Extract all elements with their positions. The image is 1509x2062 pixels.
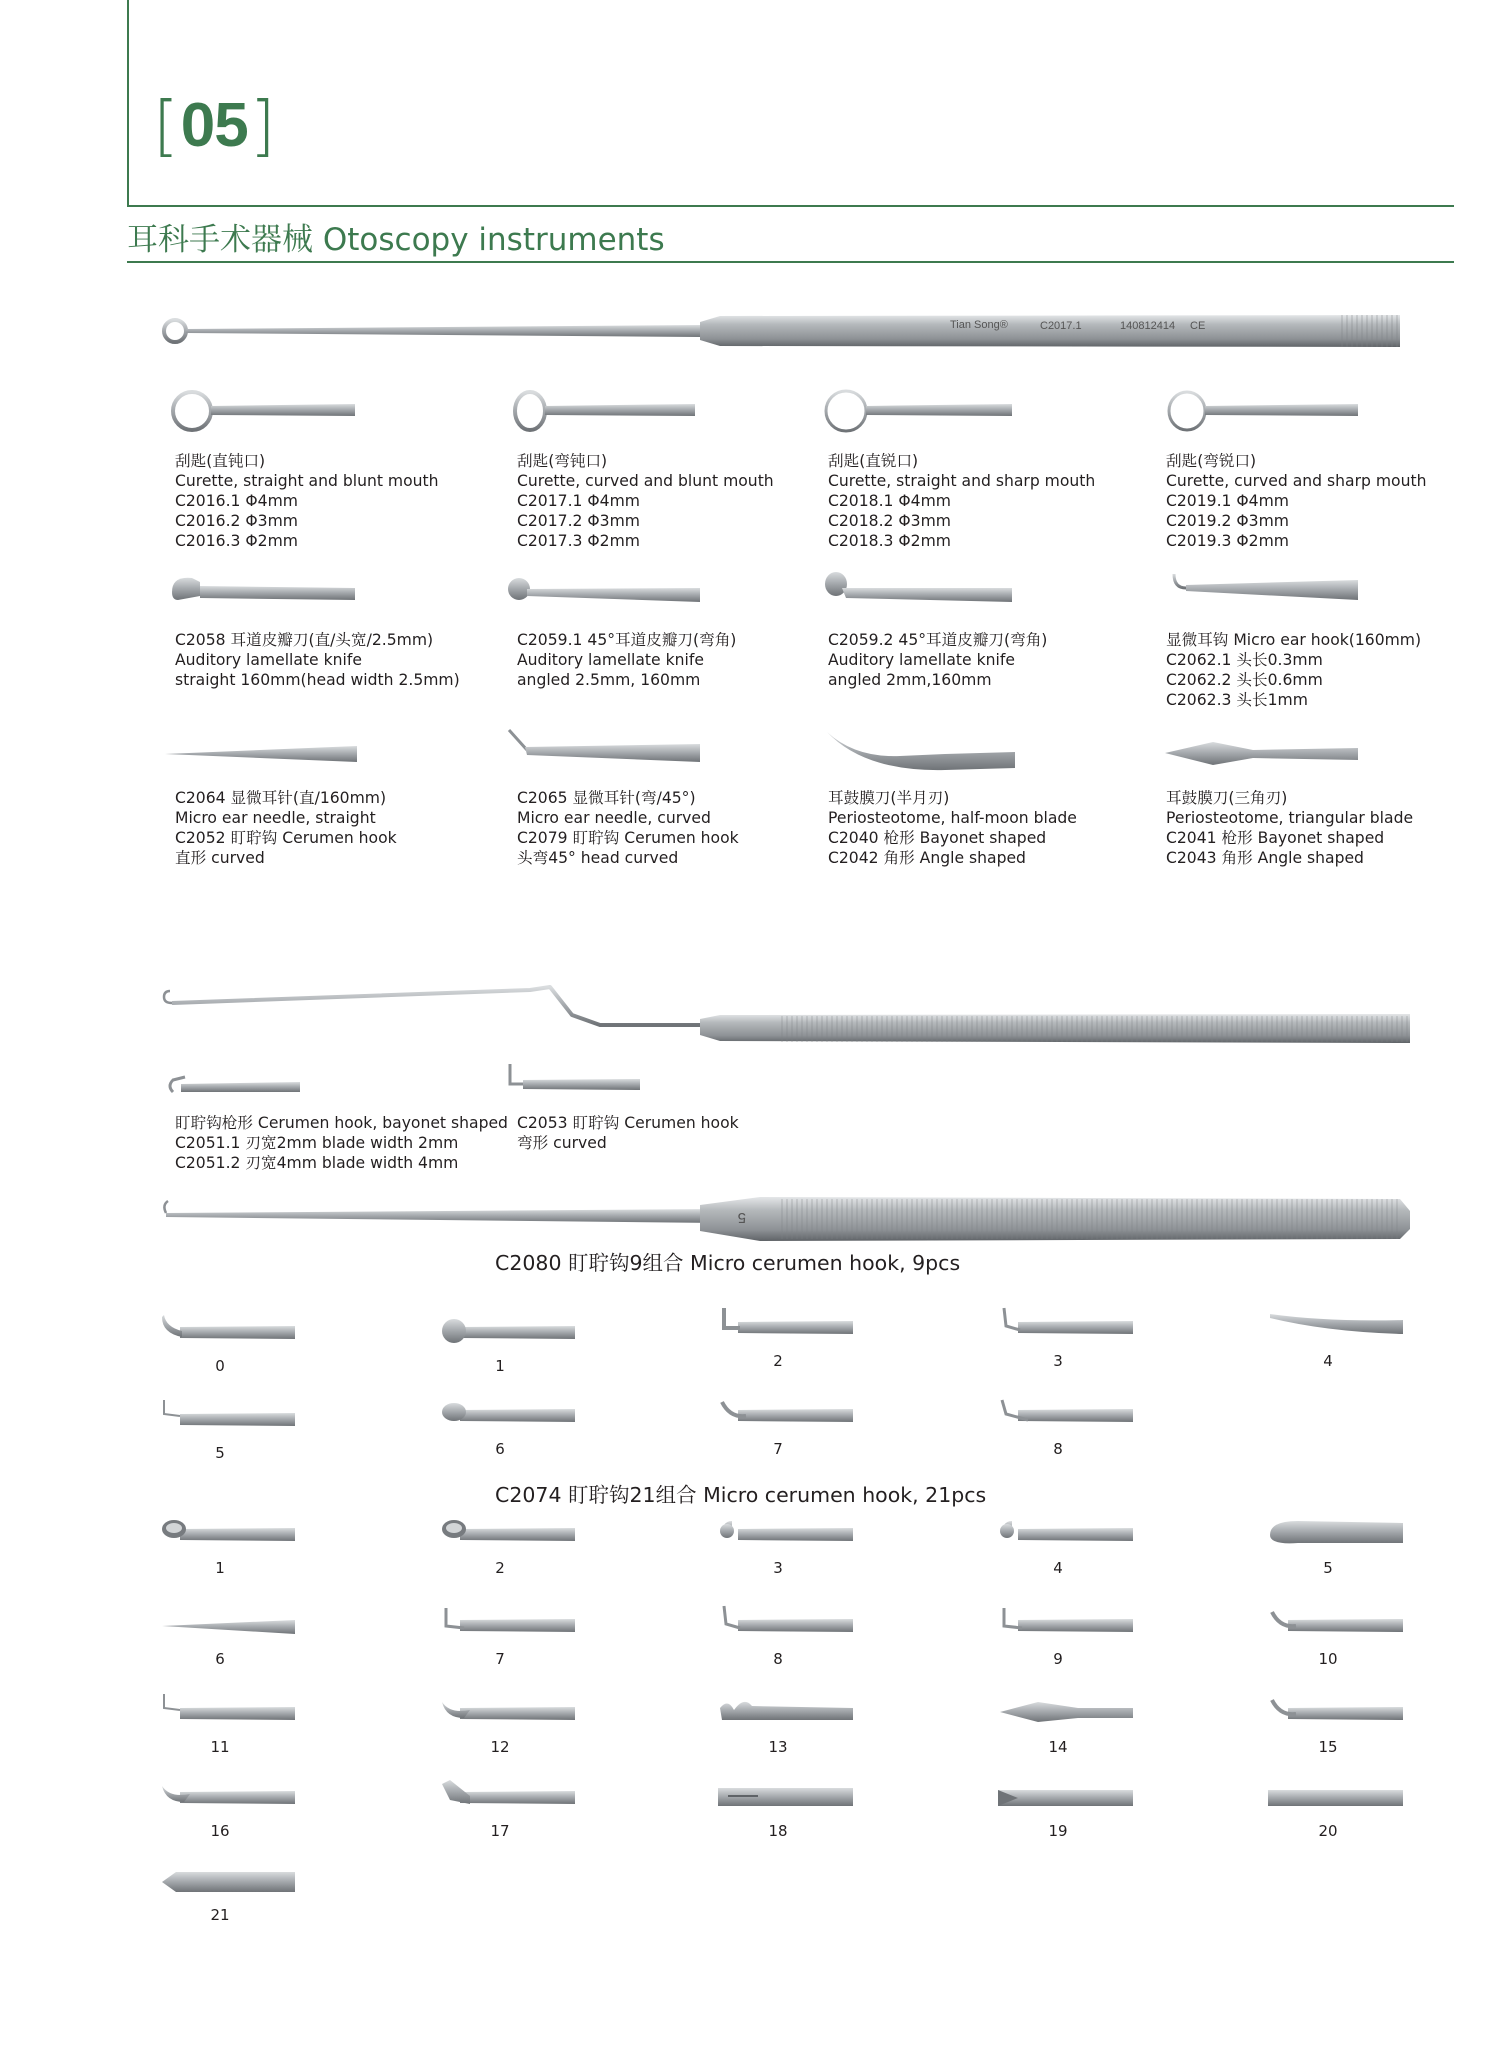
- set21-tip-image: [440, 1606, 575, 1644]
- item-line: C2058 耳道皮瓣刀(直/头宽/2.5mm): [175, 631, 434, 649]
- chapter-number: 05: [180, 91, 248, 160]
- lamellate-knife-angled-2-image: [822, 570, 1012, 608]
- set9-title: C2080 盯聍钩9组合 Micro cerumen hook, 9pcs: [495, 1251, 961, 1275]
- set9-label: 7: [773, 1440, 783, 1458]
- item-periosteotome-triangular: [1166, 788, 1413, 868]
- micro-ear-hook-image: [1172, 570, 1358, 606]
- cerumen-hook-curved-tip-image: [505, 1062, 640, 1096]
- item-line: 刮匙(直钝口): [175, 452, 266, 470]
- header-vertical-rule: [127, 0, 129, 207]
- set21-label: 8: [773, 1650, 783, 1668]
- set9-tip-image: [718, 1396, 853, 1434]
- set9-label: 2: [773, 1352, 783, 1370]
- item-curette-straight-blunt: [175, 451, 439, 551]
- item-line: angled 2mm,160mm: [828, 671, 992, 689]
- set9-label: 4: [1323, 1352, 1333, 1370]
- item-line: Curette, straight and blunt mouth: [175, 472, 439, 490]
- item-line: Periosteotome, half-moon blade: [828, 809, 1077, 827]
- item-line: 耳鼓膜刀(半月刃): [828, 789, 950, 807]
- set21-tip-image: [1268, 1694, 1403, 1732]
- periosteotome-half-moon-image: [825, 728, 1015, 774]
- item-line: 头弯45° head curved: [517, 849, 679, 867]
- set21-label: 2: [495, 1559, 505, 1577]
- item-line: Auditory lamellate knife: [175, 651, 362, 669]
- set21-title: C2074 盯聍钩21组合 Micro cerumen hook, 21pcs: [495, 1483, 987, 1507]
- set9-tip-image: [440, 1313, 575, 1351]
- set21-tip-image: [1268, 1515, 1403, 1553]
- item-line: Micro ear needle, straight: [175, 809, 376, 827]
- item-line: C2018.3 Φ2mm: [828, 532, 951, 550]
- set21-tip-image: [998, 1778, 1133, 1816]
- set21-label: 15: [1318, 1738, 1338, 1756]
- set9-tip-image: [160, 1313, 295, 1351]
- item-line: 刮匙(弯钝口): [517, 452, 608, 470]
- set21-label: 13: [768, 1738, 788, 1756]
- set21-label: 19: [1048, 1822, 1068, 1840]
- item-line: C2016.2 Φ3mm: [175, 512, 298, 530]
- set21-label: 11: [210, 1738, 230, 1756]
- item-line: C2017.3 Φ2mm: [517, 532, 640, 550]
- set21-label: 5: [1323, 1559, 1333, 1577]
- item-line: C2018.2 Φ3mm: [828, 512, 951, 530]
- set21-tip-image: [1268, 1778, 1403, 1816]
- item-micro-ear-needle-curved: [517, 788, 739, 868]
- set21-label: 18: [768, 1822, 788, 1840]
- set21-tip-image: [160, 1694, 295, 1732]
- handle-brand: Tian Song®: [950, 319, 1008, 331]
- item-line: Periosteotome, triangular blade: [1166, 809, 1414, 827]
- item-lamellate-knife-straight: [175, 630, 460, 690]
- item-line: 直形 curved: [175, 849, 265, 867]
- item-line: C2062.3 头长1mm: [1166, 691, 1308, 709]
- set21-tip-image: [718, 1515, 853, 1553]
- curette-curved-blunt-image: [510, 388, 695, 434]
- item-line: C2053 盯聍钩 Cerumen hook: [517, 1114, 739, 1132]
- item-line: C2017.1 Φ4mm: [517, 492, 640, 510]
- item-lamellate-knife-angled-25: [517, 630, 736, 690]
- set21-tip-image: [718, 1694, 853, 1732]
- item-line: C2019.3 Φ2mm: [1166, 532, 1289, 550]
- item-curette-curved-sharp: [1166, 451, 1426, 551]
- curette-full-image: [160, 308, 1420, 354]
- set21-tip-image: [1268, 1606, 1403, 1644]
- handle-model: C2017.1: [1040, 320, 1082, 332]
- set21-label: 17: [490, 1822, 510, 1840]
- set9-label: 3: [1053, 1352, 1063, 1370]
- curette-curved-sharp-image: [1163, 388, 1358, 434]
- item-curette-straight-sharp: [828, 451, 1095, 551]
- set21-tip-image: [718, 1606, 853, 1644]
- item-line: 耳鼓膜刀(三角刃): [1166, 789, 1288, 807]
- cerumen-hook-bayonet-tip-image: [165, 1070, 300, 1098]
- item-line: Micro ear needle, curved: [517, 809, 711, 827]
- set21-label: 1: [215, 1559, 225, 1577]
- item-line: 盯聍钩枪形 Cerumen hook, bayonet shaped: [175, 1114, 508, 1132]
- item-line: C2042 角形 Angle shaped: [828, 849, 1026, 867]
- item-line: C2051.2 刃宽4mm blade width 4mm: [175, 1154, 459, 1172]
- chapter-bracket-open: [: [153, 87, 179, 164]
- set9-tip-image: [998, 1308, 1133, 1346]
- item-line: 弯形 curved: [517, 1134, 607, 1152]
- set21-label: 14: [1048, 1738, 1068, 1756]
- set9-label: 8: [1053, 1440, 1063, 1458]
- set21-tip-image: [998, 1606, 1133, 1644]
- item-micro-ear-needle-straight: [175, 788, 397, 868]
- item-line: C2062.2 头长0.6mm: [1166, 671, 1323, 689]
- page-title: 耳科手术器械 Otoscopy instruments: [127, 222, 665, 258]
- handle-lot: 140812414: [1120, 320, 1176, 332]
- header-rule-top: [127, 205, 1454, 207]
- set21-tip-image: [998, 1515, 1133, 1553]
- item-line: C2019.1 Φ4mm: [1166, 492, 1289, 510]
- item-line: C2065 显微耳针(弯/45°): [517, 789, 696, 807]
- set21-label: 10: [1318, 1650, 1338, 1668]
- item-line: C2040 枪形 Bayonet shaped: [828, 829, 1047, 847]
- set9-tip-image: [440, 1396, 575, 1434]
- curette-straight-blunt-image: [170, 388, 355, 434]
- item-line: C2016.1 Φ4mm: [175, 492, 298, 510]
- chapter-bracket-close: ]: [249, 87, 276, 164]
- item-line: C2018.1 Φ4mm: [828, 492, 951, 510]
- set21-label: 4: [1053, 1559, 1063, 1577]
- micro-ear-needle-curved-image: [505, 728, 700, 766]
- set9-label: 0: [215, 1357, 225, 1375]
- set9-tip-image: [1268, 1308, 1403, 1346]
- set21-label: 3: [773, 1559, 783, 1577]
- item-line: 显微耳钩 Micro ear hook(160mm): [1166, 631, 1422, 649]
- set9-label: 6: [495, 1440, 505, 1458]
- set21-label: 20: [1318, 1822, 1338, 1840]
- item-line: C2079 盯聍钩 Cerumen hook: [517, 829, 739, 847]
- set9-tip-image: [160, 1400, 295, 1438]
- item-cerumen-hook-curved: [517, 1113, 739, 1153]
- hook-handle-mark: 5: [737, 1209, 746, 1226]
- item-line: C2017.2 Φ3mm: [517, 512, 640, 530]
- lamellate-knife-angled-25-image: [505, 572, 700, 608]
- set9-label: 5: [215, 1444, 225, 1462]
- item-line: Auditory lamellate knife: [517, 651, 704, 669]
- cerumen-hook-bayonet-full-image: [160, 975, 1420, 1050]
- lamellate-knife-straight-image: [170, 572, 355, 608]
- item-periosteotome-half-moon: [828, 788, 1077, 868]
- set21-tip-image: [440, 1694, 575, 1732]
- item-line: 刮匙(弯锐口): [1166, 452, 1257, 470]
- handle-ce-mark: CE: [1190, 320, 1206, 332]
- item-cerumen-hook-bayonet: [175, 1113, 508, 1173]
- item-line: C2051.1 刃宽2mm blade width 2mm: [175, 1134, 459, 1152]
- set21-tip-image: [160, 1862, 295, 1900]
- item-line: C2059.1 45°耳道皮瓣刀(弯角): [517, 631, 737, 649]
- item-line: Curette, straight and sharp mouth: [828, 472, 1096, 490]
- set21-label: 9: [1053, 1650, 1063, 1668]
- curette-straight-sharp-image: [822, 388, 1012, 434]
- set21-label: 6: [215, 1650, 225, 1668]
- item-line: C2019.2 Φ3mm: [1166, 512, 1289, 530]
- item-line: Auditory lamellate knife: [828, 651, 1015, 669]
- item-line: 刮匙(直锐口): [828, 452, 919, 470]
- item-line: angled 2.5mm, 160mm: [517, 671, 701, 689]
- item-line: Curette, curved and blunt mouth: [517, 472, 774, 490]
- set21-label: 12: [490, 1738, 510, 1756]
- periosteotome-triangular-image: [1163, 738, 1358, 768]
- item-micro-ear-hook: [1166, 630, 1421, 710]
- item-line: C2052 盯聍钩 Cerumen hook: [175, 829, 397, 847]
- set21-tip-image: [440, 1778, 575, 1816]
- item-line: straight 160mm(head width 2.5mm): [175, 671, 460, 689]
- set9-tip-image: [998, 1396, 1133, 1434]
- set21-tip-image: [160, 1606, 295, 1644]
- set21-label: 7: [495, 1650, 505, 1668]
- set21-tip-image: [998, 1694, 1133, 1732]
- item-line: C2059.2 45°耳道皮瓣刀(弯角): [828, 631, 1048, 649]
- micro-cerumen-hook-full-image: [160, 1195, 1420, 1245]
- item-lamellate-knife-angled-2: [828, 630, 1047, 690]
- set9-label: 1: [495, 1357, 505, 1375]
- set21-tip-image: [160, 1778, 295, 1816]
- micro-ear-needle-straight-image: [165, 742, 357, 766]
- item-line: C2062.1 头长0.3mm: [1166, 651, 1323, 669]
- set21-tip-image: [718, 1778, 853, 1816]
- set21-label: 21: [210, 1906, 230, 1924]
- header-rule-bottom: [127, 261, 1454, 263]
- set21-tip-image: [160, 1515, 295, 1553]
- item-line: C2064 显微耳针(直/160mm): [175, 789, 387, 807]
- set21-tip-image: [440, 1515, 575, 1553]
- chapter-badge: [153, 88, 275, 164]
- item-line: C2016.3 Φ2mm: [175, 532, 298, 550]
- set9-tip-image: [718, 1308, 853, 1346]
- set21-label: 16: [210, 1822, 230, 1840]
- item-line: Curette, curved and sharp mouth: [1166, 472, 1427, 490]
- item-line: C2041 枪形 Bayonet shaped: [1166, 829, 1385, 847]
- item-curette-curved-blunt: [517, 451, 774, 551]
- item-line: C2043 角形 Angle shaped: [1166, 849, 1364, 867]
